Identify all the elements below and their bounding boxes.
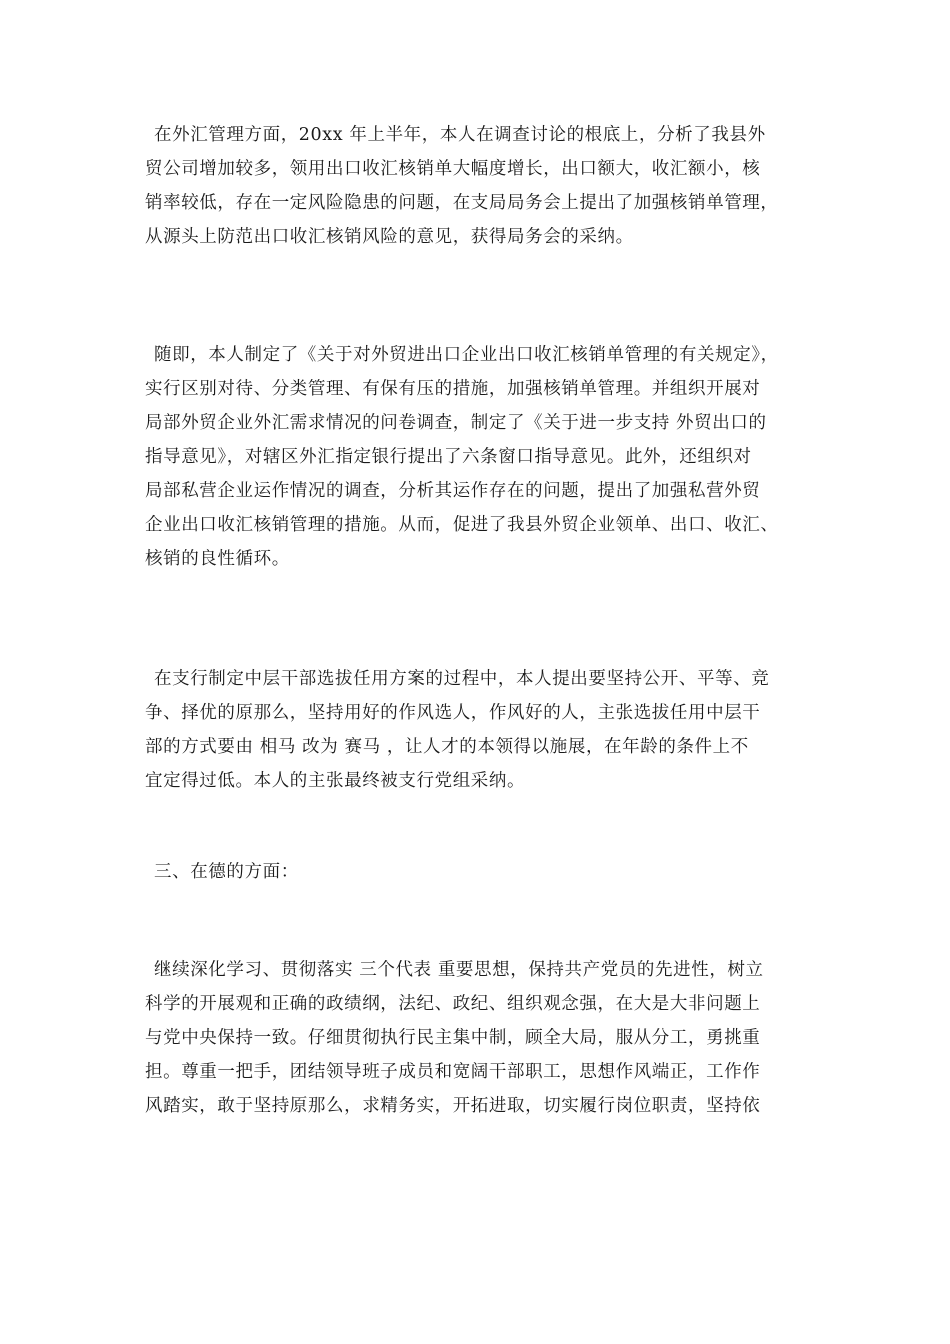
- paragraph-verification-regulations: [145, 338, 825, 576]
- section-heading-three: [145, 855, 825, 889]
- text-line: 局部外贸企业外汇需求情况的问卷调查，制定了《关于进一步支持 外贸出口的: [145, 413, 767, 433]
- text-line: 在支行制定中层干部选拔任用方案的过程中，本人提出要坚持公开、平等、竞: [154, 669, 770, 689]
- text-line: 在外汇管理方面，20xx 年上半年，本人在调查讨论的根底上，分析了我县外: [154, 125, 766, 145]
- section-heading-text: 三、在德的方面：: [154, 862, 299, 882]
- text-line: 科学的开展观和正确的政绩纲，法纪、政纪、组织观念强，在大是大非问题上: [145, 994, 761, 1014]
- text-line: 宜定得过低。本人的主张最终被支行党组采纳。: [145, 771, 526, 791]
- text-line: 与党中央保持一致。仔细贯彻执行民主集中制，顾全大局，服从分工，勇挑重: [145, 1028, 761, 1048]
- text-line: 局部私营企业运作情况的调查，分析其运作存在的问题，提出了加强私营外贸: [145, 481, 761, 501]
- text-line: 担。尊重一把手，团结领导班子成员和宽阔干部职工，思想作风端正，工作作: [145, 1062, 761, 1082]
- text-line: 继续深化学习、贯彻落实 三个代表 重要思想，保持共产党员的先进性，树立: [154, 960, 764, 980]
- text-line: 贸公司增加较多，领用出口收汇核销单大幅度增长，出口额大，收汇额小，核: [145, 159, 761, 179]
- text-line: 部的方式要由 相马 改为 赛马 ，让人才的本领得以施展，在年龄的条件上不: [145, 737, 749, 757]
- text-line: 核销的良性循环。: [145, 549, 290, 569]
- text-line: 销率较低，存在一定风险隐患的问题，在支局局务会上提出了加强核销单管理，: [145, 193, 779, 213]
- text-line: 随即，本人制定了《关于对外贸进出口企业出口收汇核销单管理的有关规定》，: [154, 345, 779, 365]
- text-line: 风踏实，敢于坚持原那么，求精务实，开拓进取，切实履行岗位职责，坚持依: [145, 1096, 761, 1116]
- text-line: 从源头上防范出口收汇核销风险的意见，获得局务会的采纳。: [145, 227, 634, 247]
- text-line: 企业出口收汇核销管理的措施。从而，促进了我县外贸企业领单、出口、收汇、: [145, 515, 779, 535]
- paragraph-moral-conduct: [145, 953, 825, 1123]
- text-line: 争、择优的原那么，坚持用好的作风选人，作风好的人，主张选拔任用中层干: [145, 703, 761, 723]
- paragraph-foreign-exchange-management: [145, 118, 825, 254]
- text-line: 实行区别对待、分类管理、有保有压的措施，加强核销单管理。并组织开展对: [145, 379, 761, 399]
- text-line: 指导意见》，对辖区外汇指定银行提出了六条窗口指导意见。此外，还组织对: [145, 447, 752, 467]
- paragraph-cadre-selection: [145, 662, 825, 798]
